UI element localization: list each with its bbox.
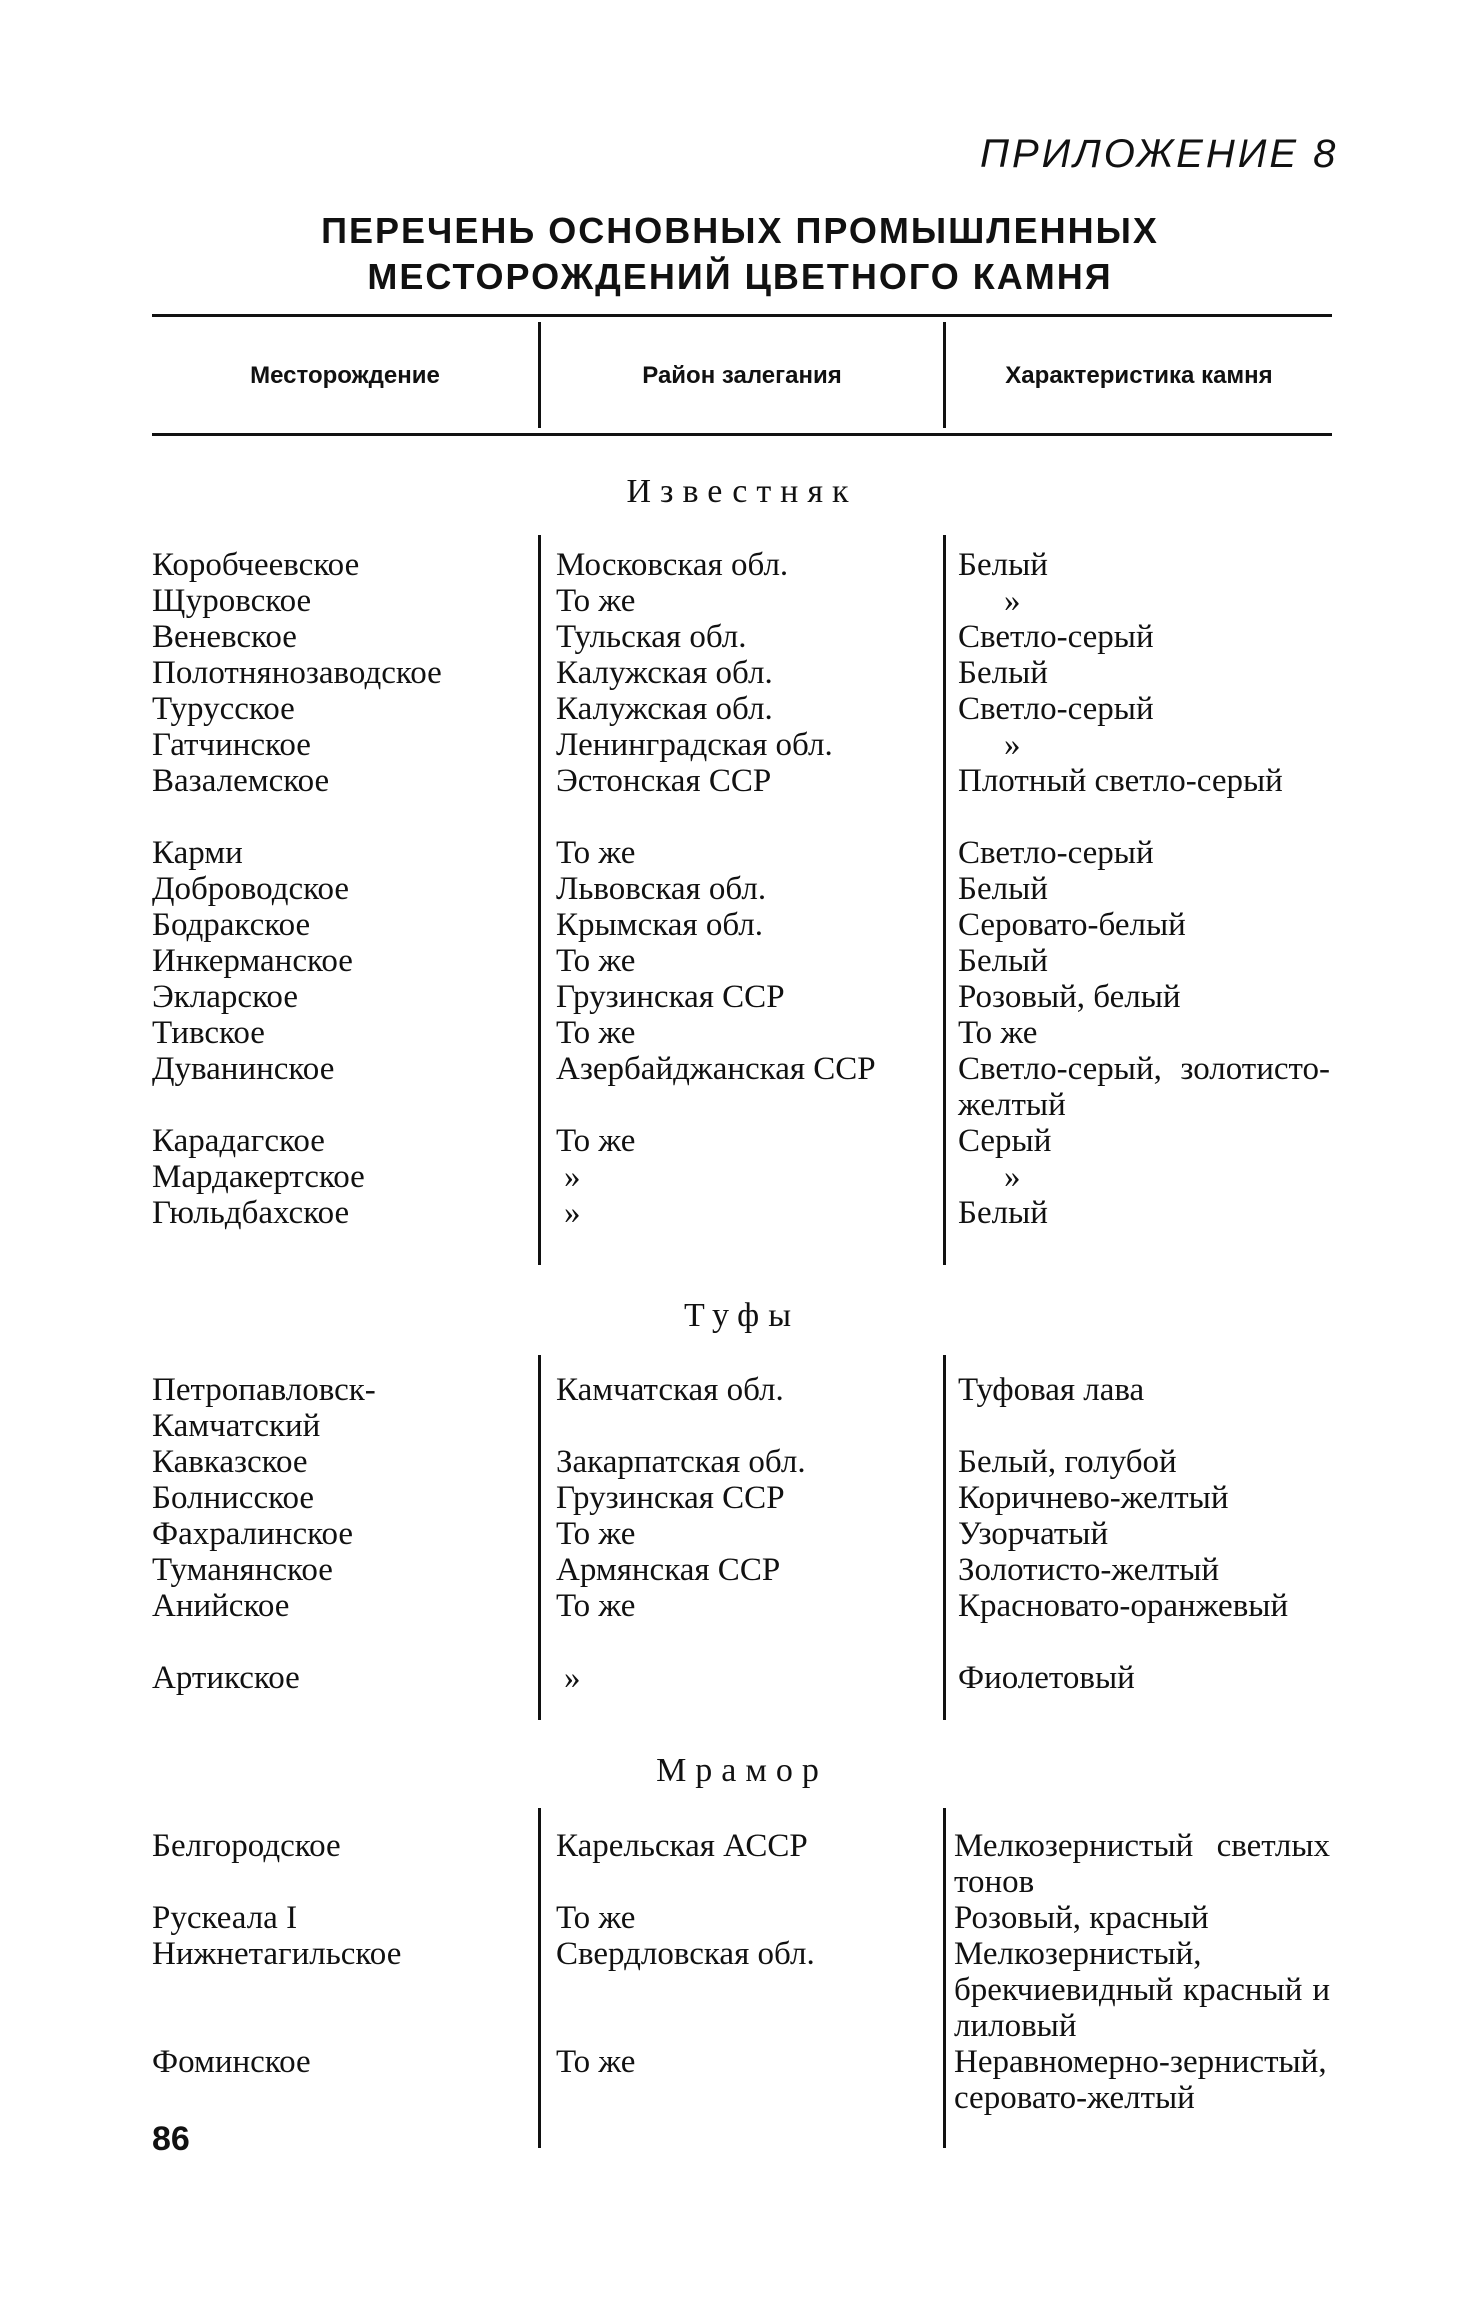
characteristics-cell: Коричнево-желтый <box>958 1480 1229 1516</box>
region-cell: » <box>564 1195 581 1231</box>
section-0-characteristics <box>958 547 1330 1231</box>
region-cell: То же <box>556 1900 636 1936</box>
deposit-cell: Болнисское <box>152 1480 315 1516</box>
characteristics-cell: Белый <box>958 1195 1048 1231</box>
column-divider <box>943 1808 946 2148</box>
section-title: Туфы <box>683 1297 801 1334</box>
deposit-cell: Туманянское <box>152 1552 333 1588</box>
deposit-cell: Белгородское <box>152 1828 341 1864</box>
characteristics-cell: Розовый, красный <box>954 1900 1209 1936</box>
section-2-deposits <box>152 1828 532 2152</box>
deposit-cell: Экларское <box>152 979 298 1015</box>
deposit-cell: Гатчинское <box>152 727 311 763</box>
characteristics-cell: Белый <box>958 943 1048 979</box>
region-cell: Камчатская обл. <box>556 1372 784 1408</box>
region-cell: Львовская обл. <box>556 871 767 907</box>
column-divider <box>538 1808 541 2148</box>
region-cell: То же <box>556 2044 636 2080</box>
column-divider <box>538 1355 541 1720</box>
region-cell: То же <box>556 1588 636 1624</box>
deposit-cell: Коробчеевское <box>152 547 360 583</box>
region-cell: То же <box>556 583 636 619</box>
deposit-cell: Фахралинское <box>152 1516 353 1552</box>
characteristics-cell: » <box>1004 727 1021 763</box>
deposit-cell: Фоминское <box>152 2044 311 2080</box>
section-0-deposits <box>152 547 532 1231</box>
section-title: Мрамор <box>656 1752 828 1789</box>
region-cell: » <box>564 1660 581 1696</box>
region-cell: Закарпатская обл. <box>556 1444 806 1480</box>
deposit-cell: Карми <box>152 835 243 871</box>
region-cell: Крымская обл. <box>556 907 764 943</box>
characteristics-cell: Плотный светло-серый <box>958 763 1283 799</box>
deposit-cell: Рускеала I <box>152 1900 298 1936</box>
region-cell: Грузинская ССР <box>556 979 785 1015</box>
characteristics-cell: То же <box>958 1015 1038 1051</box>
section-title: Известняк <box>626 473 858 510</box>
deposit-cell: Инкерманское <box>152 943 353 979</box>
header-region: Район залегания <box>642 362 842 389</box>
characteristics-cell: Мелкозернистый, брекчиевидный красный и лиловый <box>954 1936 1330 2044</box>
deposit-cell: Турусское <box>152 691 295 727</box>
characteristics-cell: Белый <box>958 547 1048 583</box>
column-divider <box>943 1355 946 1720</box>
region-cell: То же <box>556 1516 636 1552</box>
header-divider <box>943 322 946 428</box>
region-cell: То же <box>556 1015 636 1051</box>
deposit-cell: Гюльдбахское <box>152 1195 350 1231</box>
deposit-cell: Петропавловск-Камчатский <box>152 1372 376 1444</box>
region-cell: То же <box>556 1123 636 1159</box>
characteristics-cell: Неравномерно-зернистый, серовато-желтый <box>954 2044 1327 2116</box>
characteristics-cell: Светло-серый <box>958 691 1154 727</box>
deposit-cell: Вазалемское <box>152 763 330 799</box>
region-cell: Армянская ССР <box>556 1552 781 1588</box>
characteristics-cell: Белый <box>958 871 1048 907</box>
deposit-cell: Анийское <box>152 1588 290 1624</box>
characteristics-cell: Золотисто-желтый <box>958 1552 1220 1588</box>
characteristics-cell: Узорчатый <box>958 1516 1109 1552</box>
characteristics-cell: » <box>1004 583 1021 619</box>
section-1-characteristics <box>958 1372 1328 1696</box>
column-divider <box>538 535 541 1265</box>
region-cell: Ленинградская обл. <box>556 727 833 763</box>
header-deposit: Месторождение <box>250 362 440 389</box>
deposit-cell: Веневское <box>152 619 297 655</box>
region-cell: То же <box>556 835 636 871</box>
section-2-regions <box>556 1828 936 2152</box>
header-characteristics: Характеристика камня <box>1005 362 1273 389</box>
region-cell: Эстонская ССР <box>556 763 772 799</box>
region-cell: Карельская АССР <box>556 1828 808 1864</box>
deposit-cell: Карадагское <box>152 1123 325 1159</box>
region-cell: Грузинская ССР <box>556 1480 785 1516</box>
characteristics-cell: Розовый, белый <box>958 979 1181 1015</box>
region-cell: » <box>564 1159 581 1195</box>
region-cell: Тульская обл. <box>556 619 747 655</box>
deposit-cell: Тивское <box>152 1015 265 1051</box>
region-cell: Свердловская обл. <box>556 1936 815 1972</box>
deposit-cell: Доброводское <box>152 871 350 907</box>
page-number: 86 <box>152 2120 190 2158</box>
characteristics-cell: Фиолетовый <box>958 1660 1135 1696</box>
characteristics-cell: Белый, голубой <box>958 1444 1177 1480</box>
page-title <box>150 208 1330 300</box>
characteristics-cell: Белый <box>958 655 1048 691</box>
table-top-rule <box>152 314 1332 317</box>
characteristics-cell: Туфовая лава <box>958 1372 1145 1408</box>
deposit-cell: Дуванинское <box>152 1051 335 1087</box>
region-cell: Азербайджанская ССР <box>556 1051 876 1087</box>
characteristics-cell: Серый <box>958 1123 1052 1159</box>
characteristics-cell: » <box>1004 1159 1021 1195</box>
section-2-characteristics <box>954 1828 1330 2152</box>
title-line-2: МЕСТОРОЖДЕНИЙ ЦВЕТНОГО КАМНЯ <box>367 256 1113 297</box>
title-line-1: ПЕРЕЧЕНЬ ОСНОВНЫХ ПРОМЫШЛЕННЫХ <box>321 210 1159 251</box>
deposit-cell: Бодракское <box>152 907 311 943</box>
section-1-deposits <box>152 1372 412 1696</box>
appendix-label: ПРИЛОЖЕНИЕ 8 <box>980 132 1339 176</box>
deposit-cell: Полотнянозаводское <box>152 655 442 691</box>
section-1-regions <box>556 1372 936 1696</box>
deposit-cell: Мардакертское <box>152 1159 365 1195</box>
deposit-cell: Артикское <box>152 1660 300 1696</box>
deposit-cell: Щуровское <box>152 583 312 619</box>
deposit-cell: Кавказское <box>152 1444 308 1480</box>
section-0-regions <box>556 547 936 1231</box>
region-cell: Московская обл. <box>556 547 789 583</box>
characteristics-cell: Светло-серый <box>958 619 1154 655</box>
region-cell: Калужская обл. <box>556 691 773 727</box>
header-divider <box>538 322 541 428</box>
characteristics-cell: Серовато-белый <box>958 907 1186 943</box>
header-bottom-rule <box>152 433 1332 436</box>
region-cell: Калужская обл. <box>556 655 773 691</box>
characteristics-cell: Мелкозернистый светлых тонов <box>954 1828 1330 1900</box>
characteristics-cell: Красновато-оранжевый <box>958 1588 1289 1624</box>
region-cell: То же <box>556 943 636 979</box>
characteristics-cell: Светло-серый, золотисто-желтый <box>958 1051 1330 1123</box>
characteristics-cell: Светло-серый <box>958 835 1154 871</box>
column-divider <box>943 535 946 1265</box>
deposit-cell: Нижнетагильское <box>152 1936 402 1972</box>
